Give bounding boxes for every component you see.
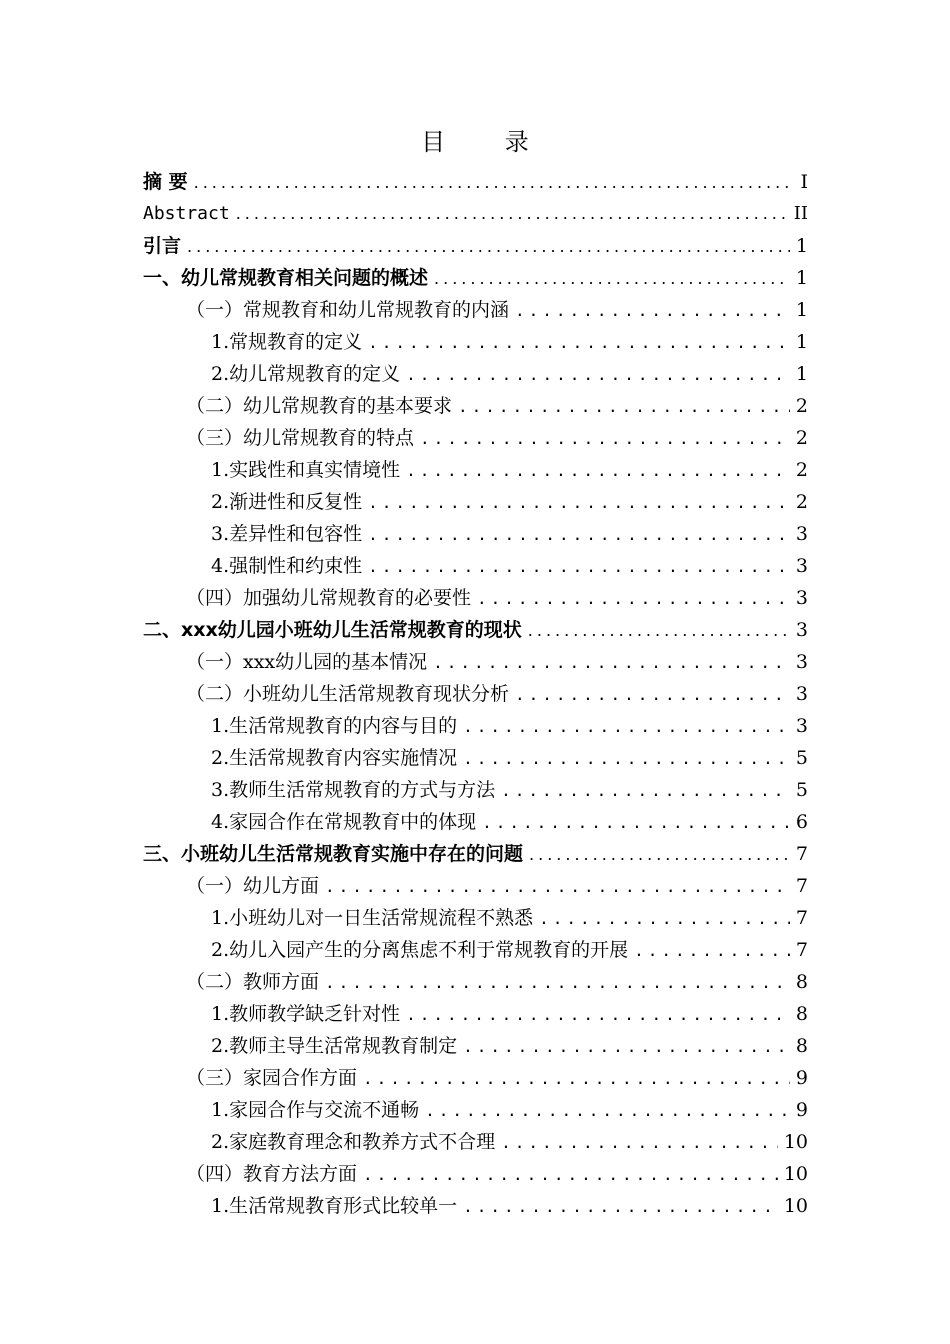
toc-page-number: 7 xyxy=(795,843,808,865)
dot-leader xyxy=(406,999,790,1031)
toc-page-number: 10 xyxy=(783,1163,808,1185)
toc-entry-label: 1.家园合作与交流不通畅 xyxy=(211,1099,420,1121)
toc-entry[interactable] xyxy=(143,806,808,838)
toc-page-number: 2 xyxy=(795,491,808,513)
toc-entry[interactable] xyxy=(143,998,808,1030)
toc-entry-label: 1.小班幼儿对一日生活常规流程不熟悉 xyxy=(211,907,534,929)
dot-leader xyxy=(528,615,790,647)
dot-leader xyxy=(458,391,790,423)
dot-leader xyxy=(368,487,790,519)
dot-leader xyxy=(420,423,790,455)
toc-entry-label: Abstract xyxy=(143,203,230,224)
toc-entry-label: 2.幼儿入园产生的分离焦虑不利于常规教育的开展 xyxy=(211,939,629,961)
toc-page-number: 8 xyxy=(795,1003,808,1025)
toc-entry[interactable] xyxy=(143,902,808,934)
toc-page-number: 1 xyxy=(795,363,808,385)
toc-entry-label: （一）常规教育和幼儿常规教育的内涵 xyxy=(186,299,510,321)
toc-entry[interactable] xyxy=(143,518,808,550)
toc-entry[interactable] xyxy=(143,1190,808,1222)
toc-page-number: 3 xyxy=(795,715,808,737)
toc-page-number: 7 xyxy=(795,907,808,929)
toc-entry[interactable] xyxy=(143,774,808,806)
toc-entry[interactable] xyxy=(143,646,808,678)
toc-entry[interactable] xyxy=(143,934,808,966)
dot-leader xyxy=(363,1063,790,1095)
toc-entry[interactable] xyxy=(143,614,808,646)
toc-page-number: 2 xyxy=(795,459,808,481)
table-of-contents xyxy=(143,166,808,1222)
toc-entry-label: 2.教师主导生活常规教育制定 xyxy=(211,1035,458,1057)
toc-entry-label: 1.常规教育的定义 xyxy=(211,331,363,353)
toc-entry-label: 4.强制性和约束性 xyxy=(211,555,363,577)
dot-leader xyxy=(406,359,790,391)
toc-entry[interactable] xyxy=(143,742,808,774)
toc-entry[interactable] xyxy=(143,422,808,454)
toc-page-number: 1 xyxy=(795,299,808,321)
dot-leader xyxy=(368,327,790,359)
dot-leader xyxy=(434,263,790,295)
toc-entry-label: 1.生活常规教育形式比较单一 xyxy=(211,1195,458,1217)
toc-entry-label: 3.教师生活常规教育的方式与方法 xyxy=(211,779,496,801)
toc-entry[interactable] xyxy=(143,166,808,198)
page-title: 目 录 xyxy=(421,128,555,156)
dot-leader xyxy=(425,1095,790,1127)
dot-leader xyxy=(363,1159,778,1191)
toc-entry[interactable] xyxy=(143,870,808,902)
toc-entry-label: （四）加强幼儿常规教育的必要性 xyxy=(186,587,472,609)
toc-entry-label: （三）幼儿常规教育的特点 xyxy=(186,427,415,449)
toc-entry-label: （二）教师方面 xyxy=(186,971,320,993)
dot-leader xyxy=(634,935,790,967)
toc-entry[interactable] xyxy=(143,710,808,742)
dot-leader xyxy=(501,1127,778,1159)
toc-entry[interactable] xyxy=(143,550,808,582)
toc-page-number: 7 xyxy=(795,875,808,897)
toc-entry-label: （二）幼儿常规教育的基本要求 xyxy=(186,395,453,417)
toc-page-number: 3 xyxy=(795,587,808,609)
dot-leader xyxy=(463,711,790,743)
toc-page-number: 2 xyxy=(795,395,808,417)
toc-entry-label: 引言 xyxy=(143,235,182,257)
toc-entry[interactable] xyxy=(143,198,808,230)
toc-entry-label: 2.生活常规教育内容实施情况 xyxy=(211,747,458,769)
dot-leader xyxy=(539,903,790,935)
toc-entry[interactable] xyxy=(143,966,808,998)
dot-leader xyxy=(515,679,790,711)
toc-page-number: 1 xyxy=(795,235,808,257)
toc-entry-label: （三）家园合作方面 xyxy=(186,1067,358,1089)
toc-entry[interactable] xyxy=(143,1126,808,1158)
toc-entry[interactable] xyxy=(143,678,808,710)
toc-entry-label: 摘 要 xyxy=(143,171,188,193)
toc-page-number: 2 xyxy=(795,427,808,449)
dot-leader xyxy=(325,967,790,999)
toc-entry-label: 1.生活常规教育的内容与目的 xyxy=(211,715,458,737)
toc-entry-label: 2.幼儿常规教育的定义 xyxy=(211,363,401,385)
toc-page-number: 3 xyxy=(795,619,808,641)
toc-page-number: 7 xyxy=(795,939,808,961)
toc-entry-label: 三、小班幼儿生活常规教育实施中存在的问题 xyxy=(143,843,524,865)
toc-entry[interactable] xyxy=(143,486,808,518)
dot-leader xyxy=(482,807,790,839)
toc-page-number: 9 xyxy=(795,1067,808,1089)
toc-entry-label: 二、xxx幼儿园小班幼儿生活常规教育的现状 xyxy=(143,619,522,641)
toc-page-number: II xyxy=(793,203,808,224)
toc-entry[interactable] xyxy=(143,230,808,262)
dot-leader xyxy=(501,775,790,807)
dot-leader xyxy=(236,198,788,230)
dot-leader xyxy=(368,519,790,551)
toc-entry-label: 1.教师教学缺乏针对性 xyxy=(211,1003,401,1025)
dot-leader xyxy=(463,1191,778,1223)
toc-entry-label: 1.实践性和真实情境性 xyxy=(211,459,401,481)
toc-page-number: I xyxy=(800,171,808,193)
toc-page-number: 8 xyxy=(795,1035,808,1057)
toc-entry[interactable] xyxy=(143,1158,808,1190)
toc-entry[interactable] xyxy=(143,454,808,486)
toc-page-number: 3 xyxy=(795,651,808,673)
toc-page-number: 8 xyxy=(795,971,808,993)
toc-page-number: 5 xyxy=(795,779,808,801)
toc-entry[interactable] xyxy=(143,390,808,422)
dot-leader xyxy=(477,583,790,615)
toc-entry[interactable] xyxy=(143,838,808,870)
toc-entry[interactable] xyxy=(143,582,808,614)
dot-leader xyxy=(529,839,790,871)
toc-page-number: 10 xyxy=(783,1195,808,1217)
toc-page-number: 6 xyxy=(795,811,808,833)
toc-entry-label: 一、幼儿常规教育相关问题的概述 xyxy=(143,267,429,289)
toc-entry-label: 2.渐进性和反复性 xyxy=(211,491,363,513)
toc-page-number: 3 xyxy=(795,555,808,577)
toc-entry-label: 4.家园合作在常规教育中的体现 xyxy=(211,811,477,833)
toc-entry-label: （二）小班幼儿生活常规教育现状分析 xyxy=(186,683,510,705)
toc-page-number: 5 xyxy=(795,747,808,769)
dot-leader xyxy=(406,455,790,487)
toc-entry[interactable] xyxy=(143,1094,808,1126)
toc-page-number: 3 xyxy=(795,683,808,705)
toc-entry[interactable] xyxy=(143,358,808,390)
toc-entry[interactable] xyxy=(143,1030,808,1062)
toc-page-number: 1 xyxy=(795,331,808,353)
dot-leader xyxy=(515,295,790,327)
toc-page-number: 9 xyxy=(795,1099,808,1121)
toc-page-number: 1 xyxy=(795,267,808,289)
toc-entry-label: 3.差异性和包容性 xyxy=(211,523,363,545)
toc-page-number: 10 xyxy=(783,1131,808,1153)
dot-leader xyxy=(187,231,790,263)
toc-entry-label: 2.家庭教育理念和教养方式不合理 xyxy=(211,1131,496,1153)
dot-leader xyxy=(463,1031,790,1063)
dot-leader xyxy=(368,551,790,583)
toc-entry-label: （一）幼儿方面 xyxy=(186,875,320,897)
dot-leader xyxy=(194,167,790,199)
toc-entry[interactable] xyxy=(143,262,808,294)
dot-leader xyxy=(325,871,790,903)
dot-leader xyxy=(433,647,790,679)
toc-entry-label: （四）教育方法方面 xyxy=(186,1163,358,1185)
dot-leader xyxy=(463,743,790,775)
toc-page-number: 3 xyxy=(795,523,808,545)
toc-entry[interactable] xyxy=(143,294,808,326)
toc-entry-label: （一）xxx幼儿园的基本情况 xyxy=(186,651,428,673)
toc-entry[interactable] xyxy=(143,1062,808,1094)
toc-entry[interactable] xyxy=(143,326,808,358)
